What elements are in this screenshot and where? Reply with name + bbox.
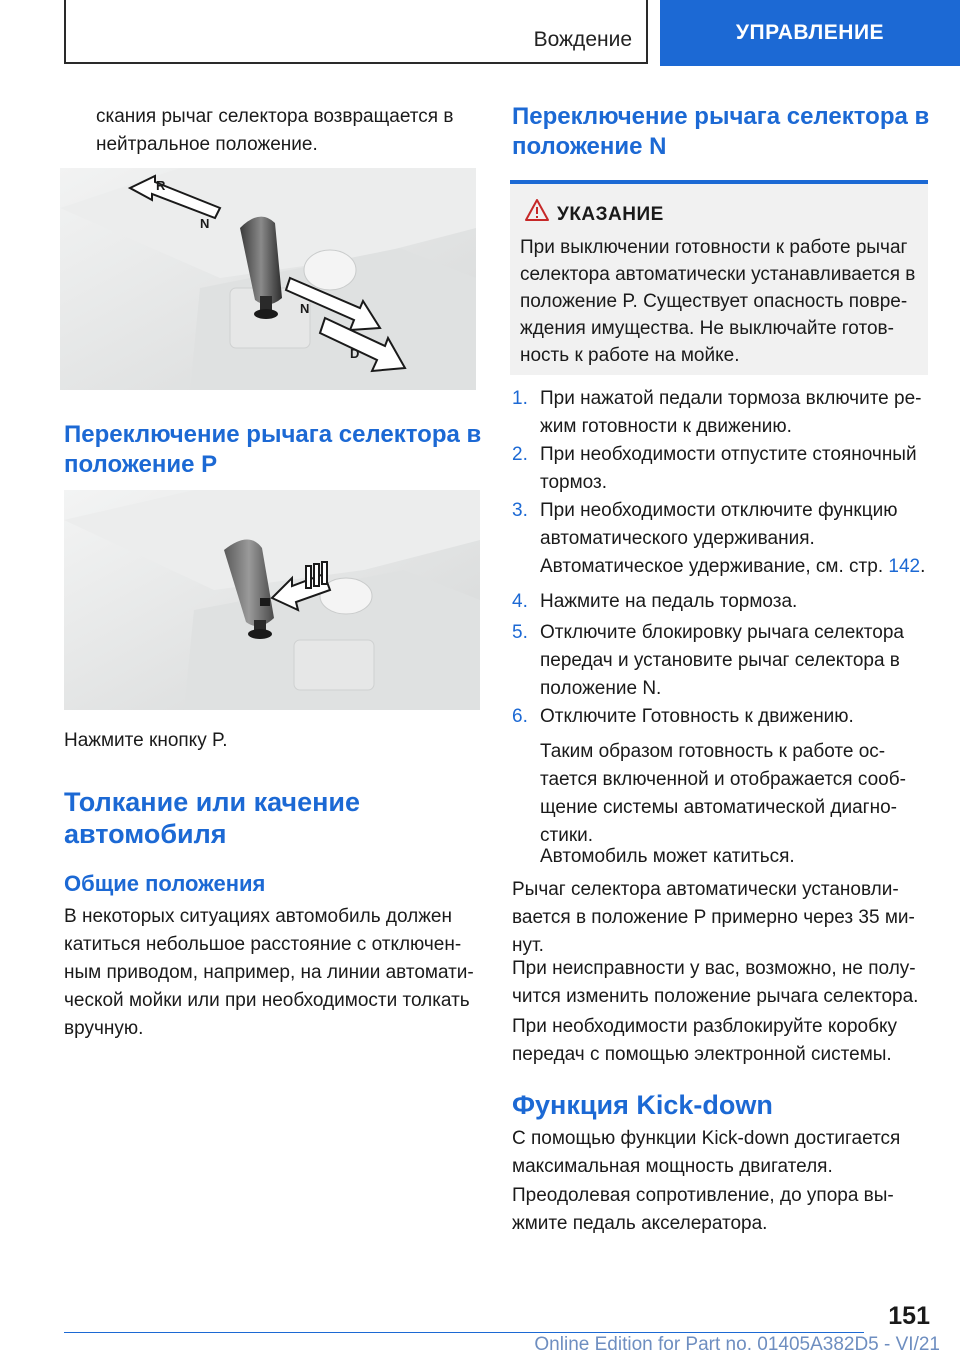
- instruction-text: Нажмите кнопку P.: [64, 730, 228, 751]
- step-number: 2.: [512, 444, 528, 465]
- step-note: Автомобиль может катиться.: [540, 846, 795, 867]
- gear-label: R: [156, 178, 166, 193]
- step-note-punct: .: [920, 556, 926, 577]
- step-text: [540, 588, 797, 616]
- gear-label: N: [200, 216, 210, 231]
- gear-label: D: [350, 346, 360, 361]
- body-paragraph: [512, 876, 915, 960]
- body-line: максимальная мощность двигателя.: [512, 1156, 833, 1177]
- chapter-tab[interactable]: УПРАВЛЕНИЕ: [660, 0, 960, 66]
- body-paragraph: [512, 955, 918, 1011]
- step-note-line: стики.: [540, 825, 594, 846]
- step-number: 1.: [512, 388, 528, 409]
- step-line: передач и установите рычаг селектора в: [540, 650, 900, 671]
- warning-text: [520, 234, 920, 369]
- body-paragraph: [512, 1125, 900, 1181]
- gear-label: N: [300, 301, 310, 316]
- edition-text: Online Edition for Part no. 01405A382D5 - VI/21: [534, 1334, 940, 1355]
- warning-line: При выключении готовности к работе рычаг: [520, 237, 908, 258]
- step-text: [540, 497, 897, 553]
- step-line: Нажмите на педаль тормоза.: [540, 591, 798, 612]
- step-note-line: щение системы автоматической диагно-: [540, 797, 897, 818]
- page-number: 151: [888, 1302, 930, 1330]
- footer-divider: [64, 1332, 864, 1333]
- step-number: 3.: [512, 500, 528, 521]
- step-line: При нажатой педали тормоза включите ре-: [540, 388, 922, 409]
- gear-selector-photo-n: [60, 168, 476, 390]
- body-line: С помощью функции Kick-down достигается: [512, 1128, 901, 1149]
- chapter-heading: автомобиля: [64, 819, 227, 849]
- section-heading: Переключение рычага селектора в: [512, 103, 930, 130]
- step-number: 5.: [512, 622, 528, 643]
- warning-line: положение P. Существует опасность повре-: [520, 291, 908, 312]
- body-line: нут.: [512, 935, 544, 956]
- step-line: тормоз.: [540, 472, 608, 493]
- step-note-text: Автоматическое удерживание, см. стр.: [540, 556, 884, 577]
- step-line: Отключите блокировку рычага селектора: [540, 622, 904, 643]
- body-line: жмите педаль акселератора.: [512, 1213, 768, 1234]
- step-note-line: Таким образом готовность к работе ос-: [540, 741, 886, 762]
- warning-title: УКАЗАНИЕ: [557, 204, 664, 225]
- step-line: При необходимости отключите функцию: [540, 500, 898, 521]
- step-note-line: тается включенной и отображается сооб-: [540, 769, 906, 790]
- gear-selector-photo-p: [64, 490, 480, 710]
- body-paragraph: [512, 1182, 894, 1238]
- intro-text-line: нейтральное положение.: [96, 134, 318, 155]
- body-line: передач с помощью электронной системы.: [512, 1044, 892, 1065]
- body-line: катиться небольшое расстояние с отключен-: [64, 934, 462, 955]
- body-line: При необходимости разблокируйте коробку: [512, 1016, 898, 1037]
- body-line: чится изменить положение рычага селектора.: [512, 986, 919, 1007]
- step-line: положение N.: [540, 678, 662, 699]
- step-line: жим готовности к движению.: [540, 416, 792, 437]
- body-line: Преодолевая сопротивление, до упора вы-: [512, 1185, 894, 1206]
- warning-line: селектора автоматически устанавливается в: [520, 264, 916, 285]
- section-heading: Переключение рычага селектора в: [64, 421, 482, 448]
- body-line: В некоторых ситуациях автомобиль должен: [64, 906, 452, 927]
- section-heading: положение N: [512, 133, 667, 160]
- body-line: При неисправности у вас, возможно, не полу-: [512, 958, 916, 979]
- body-line: вручную.: [64, 1018, 144, 1039]
- intro-text-line: скания рычаг селектора возвращается в: [96, 106, 454, 127]
- chapter-heading: Функция Kick-down: [512, 1090, 773, 1120]
- step-text: [540, 619, 904, 703]
- header-frame: [64, 0, 648, 64]
- step-line: При необходимости отпустите стояночный: [540, 444, 917, 465]
- section-heading: положение P: [64, 451, 218, 478]
- body-line: вается в положение P примерно через 35 ми-: [512, 907, 915, 928]
- gear-selector-illustration: [60, 168, 476, 390]
- body-paragraph: [512, 1013, 897, 1069]
- warning-line: ждения имущества. Не выключайте готов-: [520, 318, 894, 339]
- step-number: 4.: [512, 591, 528, 612]
- step-number: 6.: [512, 706, 528, 727]
- body-line: Рычаг селектора автоматически установли-: [512, 879, 899, 900]
- step-note: [540, 553, 925, 581]
- chapter-heading: Толкание или качение: [64, 787, 361, 817]
- step-note: [540, 738, 906, 850]
- warning-triangle-icon: [524, 198, 550, 222]
- step-text: [540, 385, 922, 441]
- body-paragraph: [64, 903, 484, 1043]
- step-line: автоматического удерживания.: [540, 528, 815, 549]
- step-line: Отключите Готовность к движению.: [540, 706, 854, 727]
- step-text: [540, 703, 854, 731]
- body-line: ческой мойки или при необходимости толкать: [64, 990, 470, 1011]
- sub-heading: Общие положения: [64, 871, 266, 896]
- page-link[interactable]: 142: [888, 556, 921, 577]
- section-title: Вождение: [533, 28, 632, 51]
- step-text: [540, 441, 917, 497]
- body-line: ным приводом, например, на линии автомати-: [64, 962, 474, 983]
- gear-selector-illustration: [64, 490, 480, 710]
- warning-line: ность к работе на мойке.: [520, 345, 740, 366]
- warning-box: [510, 180, 928, 375]
